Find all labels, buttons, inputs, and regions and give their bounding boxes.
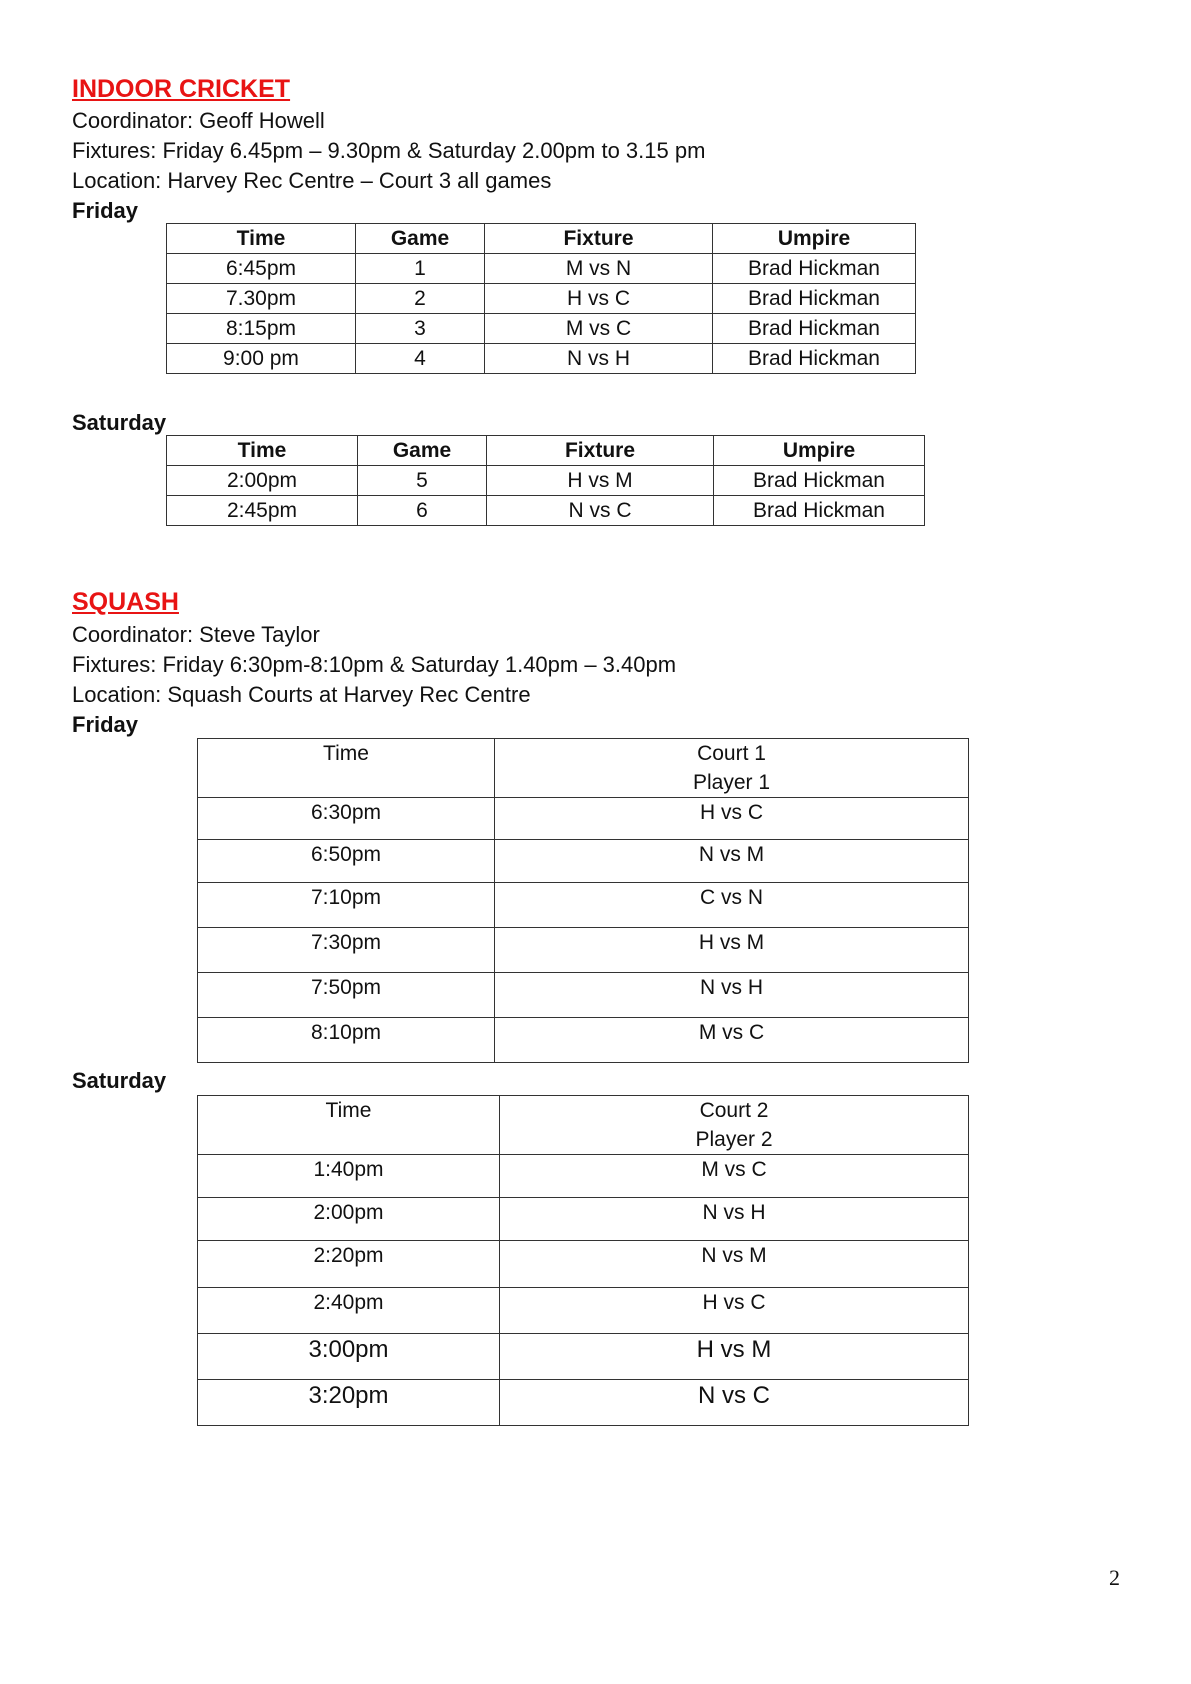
cell-time: 3:00pm — [198, 1334, 500, 1380]
table-row — [167, 314, 916, 344]
table-row — [167, 284, 916, 314]
cell-umpire: Brad Hickman — [713, 254, 916, 284]
cell-game: 3 — [356, 314, 485, 344]
cell-fixture: N vs H — [485, 344, 713, 374]
table-row — [198, 840, 969, 883]
cell-fixture: N vs M — [495, 840, 969, 883]
cell-game: 4 — [356, 344, 485, 374]
cell-time: 8:10pm — [198, 1018, 495, 1063]
col-header-umpire: Umpire — [714, 436, 925, 466]
cricket-coordinator: Coordinator: Geoff Howell — [72, 108, 325, 133]
table-header-row — [198, 1096, 969, 1155]
cell-game: 1 — [356, 254, 485, 284]
table-row — [198, 973, 969, 1018]
cell-time: 6:45pm — [167, 254, 356, 284]
cell-time: 9:00 pm — [167, 344, 356, 374]
cell-time: 2:00pm — [167, 466, 358, 496]
col-header-time: Time — [198, 1096, 500, 1155]
table-row — [198, 1380, 969, 1426]
squash-fixtures: Fixtures: Friday 6:30pm-8:10pm & Saturday 1.40pm – 3.40pm — [72, 652, 677, 677]
table-row — [198, 1288, 969, 1334]
cell-fixture: H vs M — [487, 466, 714, 496]
col-header-time: Time — [167, 436, 358, 466]
cell-fixture: M vs C — [495, 1018, 969, 1063]
col-header-court — [495, 739, 969, 798]
squash-friday-label: Friday — [72, 712, 139, 737]
squash-location: Location: Squash Courts at Harvey Rec Centre — [72, 682, 531, 707]
table-row — [198, 1198, 969, 1241]
table-row — [198, 1334, 969, 1380]
cell-time: 6:30pm — [198, 798, 495, 840]
cell-fixture: H vs M — [495, 928, 969, 973]
squash-saturday-label: Saturday — [72, 1068, 167, 1093]
cell-fixture: M vs C — [500, 1155, 969, 1198]
cricket-fixtures: Fixtures: Friday 6.45pm – 9.30pm & Saturday 2.00pm to 3.15 pm — [72, 138, 706, 163]
cell-game: 5 — [358, 466, 487, 496]
cell-fixture: H vs C — [485, 284, 713, 314]
table-row — [167, 344, 916, 374]
cell-umpire: Brad Hickman — [713, 284, 916, 314]
player-label: Player 2 — [695, 1128, 773, 1151]
cell-time: 1:40pm — [198, 1155, 500, 1198]
player-label: Player 1 — [692, 771, 771, 794]
table-row — [198, 1155, 969, 1198]
table-row — [167, 496, 925, 526]
cell-time: 6:50pm — [198, 840, 495, 883]
squash-title: SQUASH — [72, 588, 179, 616]
table-row — [198, 928, 969, 973]
table-row — [167, 466, 925, 496]
cell-fixture: N vs H — [495, 973, 969, 1018]
cell-time: 2:00pm — [198, 1198, 500, 1241]
court-label: Court 1 — [697, 742, 766, 765]
table-row — [198, 883, 969, 928]
table-header-row — [167, 436, 925, 466]
table-row — [167, 254, 916, 284]
cell-fixture: N vs M — [500, 1241, 969, 1288]
cell-fixture: N vs C — [500, 1380, 969, 1426]
col-header-court — [500, 1096, 969, 1155]
cell-time: 7:50pm — [198, 973, 495, 1018]
cell-fixture: N vs H — [500, 1198, 969, 1241]
cricket-saturday-table — [166, 435, 925, 526]
cell-fixture: H vs M — [500, 1334, 969, 1380]
cricket-friday-table — [166, 223, 916, 374]
cell-game: 6 — [358, 496, 487, 526]
page-number: 2 — [1109, 1565, 1120, 1590]
cell-time: 8:15pm — [167, 314, 356, 344]
cell-time: 2:45pm — [167, 496, 358, 526]
cricket-saturday-label: Saturday — [72, 410, 167, 435]
cricket-friday-label: Friday — [72, 198, 139, 223]
col-header-game: Game — [358, 436, 487, 466]
table-row — [198, 1241, 969, 1288]
cell-fixture: H vs C — [495, 798, 969, 840]
col-header-umpire: Umpire — [713, 224, 916, 254]
cricket-location: Location: Harvey Rec Centre – Court 3 all games — [72, 168, 552, 193]
cell-time: 7:30pm — [198, 928, 495, 973]
table-header-row — [167, 224, 916, 254]
court-label: Court 2 — [699, 1099, 769, 1122]
col-header-time: Time — [167, 224, 356, 254]
cell-fixture: N vs C — [487, 496, 714, 526]
cell-umpire: Brad Hickman — [713, 314, 916, 344]
cricket-title: INDOOR CRICKET — [72, 75, 291, 103]
table-header-row — [198, 739, 969, 798]
squash-friday-table — [197, 738, 969, 1063]
table-row — [198, 798, 969, 840]
cell-fixture: M vs N — [485, 254, 713, 284]
cell-time: 2:20pm — [198, 1241, 500, 1288]
col-header-game: Game — [356, 224, 485, 254]
cell-umpire: Brad Hickman — [714, 466, 925, 496]
cell-fixture: C vs N — [495, 883, 969, 928]
cell-umpire: Brad Hickman — [713, 344, 916, 374]
squash-saturday-table — [197, 1095, 969, 1426]
cell-time: 2:40pm — [198, 1288, 500, 1334]
cell-fixture: H vs C — [500, 1288, 969, 1334]
cell-umpire: Brad Hickman — [714, 496, 925, 526]
cell-time: 7:10pm — [198, 883, 495, 928]
cell-game: 2 — [356, 284, 485, 314]
col-header-time: Time — [198, 739, 495, 798]
col-header-fixture: Fixture — [487, 436, 714, 466]
table-row — [198, 1018, 969, 1063]
cell-time: 7.30pm — [167, 284, 356, 314]
cell-time: 3:20pm — [198, 1380, 500, 1426]
squash-coordinator: Coordinator: Steve Taylor — [72, 622, 320, 647]
col-header-fixture: Fixture — [485, 224, 713, 254]
cell-fixture: M vs C — [485, 314, 713, 344]
